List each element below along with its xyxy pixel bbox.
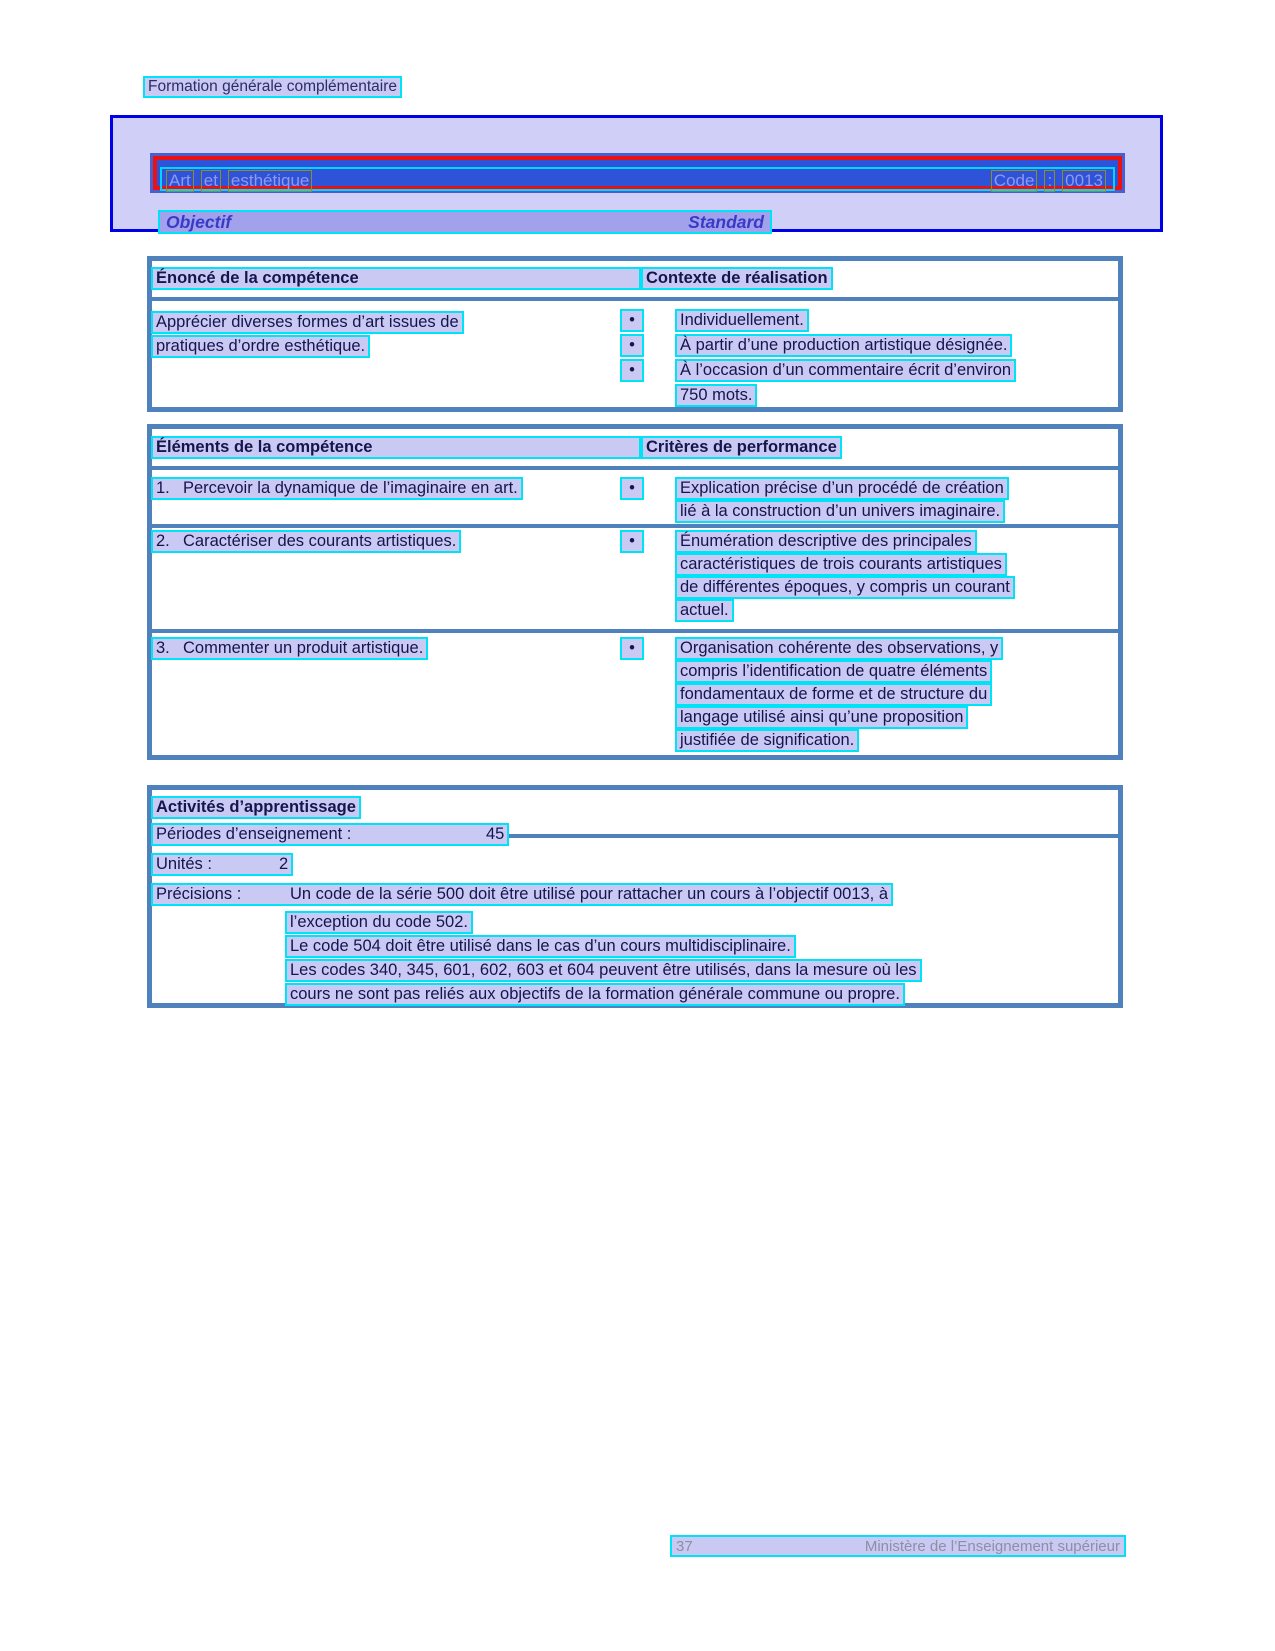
page-footer [670,1535,1126,1557]
criteria-line: de différentes époques, y compris un courant [675,576,1015,599]
code-label: Code [991,170,1038,192]
element-item [151,530,461,553]
title-bar-red-border [153,156,1122,190]
element-item [151,477,523,500]
elements-header-right: Critères de performance [641,436,842,459]
criteria-line: Explication précise d’un procédé de création [675,477,1009,500]
bullet-icon: • [620,309,644,332]
periods-value: 45 [486,825,505,843]
page-number: 37 [676,1537,693,1555]
context-line: Individuellement. [675,309,809,332]
standard-heading: Standard [688,211,764,232]
bullet-icon: • [620,530,644,553]
units-label: Unités : [156,855,212,873]
page-header-label: Formation générale complémentaire [143,76,402,98]
elements-table-row-rule [152,629,1118,633]
statement-line: Apprécier diverses formes d’art issues de [151,311,464,334]
element-number: 1. [156,479,170,497]
bullet-icon: • [620,637,644,660]
precisions-row [151,883,893,906]
element-text: Percevoir la dynamique de l’imaginaire en art. [183,479,518,497]
criteria-line: lié à la construction d’un univers imaginaire. [675,500,1005,523]
context-line: 750 mots. [675,384,757,407]
units-value: 2 [279,855,289,873]
element-number: 2. [156,532,170,550]
precisions-line: Les codes 340, 345, 601, 602, 603 et 604 peuvent être utilisés, dans la mesure où les [285,959,922,982]
element-number: 3. [156,639,170,657]
code-words [991,170,1106,192]
bullet-icon: • [620,359,644,382]
precisions-line: Un code de la série 500 doit être utilisé pour rattacher un cours à l’objectif 0013, à [290,885,889,903]
elements-header-left: Éléments de la compétence [151,436,641,459]
title-word: esthétique [228,170,312,192]
title-bar [150,153,1125,193]
code-value: 0013 [1062,170,1106,192]
bullet-icon: • [620,334,644,357]
title-words [166,170,312,192]
element-text: Caractériser des courants artistiques. [183,532,457,550]
criteria-line: caractéristiques de trois courants artistiques [675,553,1007,576]
criteria-line: justifiée de signification. [675,729,859,752]
criteria-line: Organisation cohérente des observations, y [675,637,1003,660]
title-word: et [201,170,221,192]
precisions-line: cours ne sont pas reliés aux objectifs de la formation générale commune ou propre. [285,983,905,1006]
column-headers-band [158,210,772,234]
elements-table-header-rule [152,466,1118,470]
precisions-line: Le code 504 doit être utilisé dans le cas d’un cours multidisciplinaire. [285,935,796,958]
periods-label: Périodes d’enseignement : [156,825,352,843]
activities-header: Activités d’apprentissage [151,796,361,819]
precisions-label: Précisions : [156,885,242,903]
context-line: À partir d’une production artistique désignée. [675,334,1012,357]
criteria-line: langage utilisé ainsi qu’une proposition [675,706,968,729]
competency-table-header-rule [152,297,1118,301]
periods-row [151,823,509,846]
context-line: À l’occasion d’un commentaire écrit d’environ [675,359,1016,382]
competency-header-right: Contexte de réalisation [641,267,833,290]
criteria-line: compris l’identification de quatre éléments [675,660,992,683]
element-item [151,637,428,660]
units-row [151,853,293,876]
code-separator: : [1044,170,1055,192]
competency-header-left: Énoncé de la compétence [151,267,641,290]
statement-line: pratiques d’ordre esthétique. [151,335,370,358]
criteria-line: actuel. [675,599,734,622]
criteria-line: fondamentaux de forme et de structure du [675,683,992,706]
objectif-heading: Objectif [166,211,232,232]
title-word: Art [166,170,194,192]
element-text: Commenter un produit artistique. [183,639,424,657]
bullet-icon: • [620,477,644,500]
criteria-line: Énumération descriptive des principales [675,530,977,553]
elements-table-row-rule [152,524,1118,528]
precisions-line: l’exception du code 502. [285,911,473,934]
ministry-label: Ministère de l’Enseignement supérieur [864,1537,1120,1555]
